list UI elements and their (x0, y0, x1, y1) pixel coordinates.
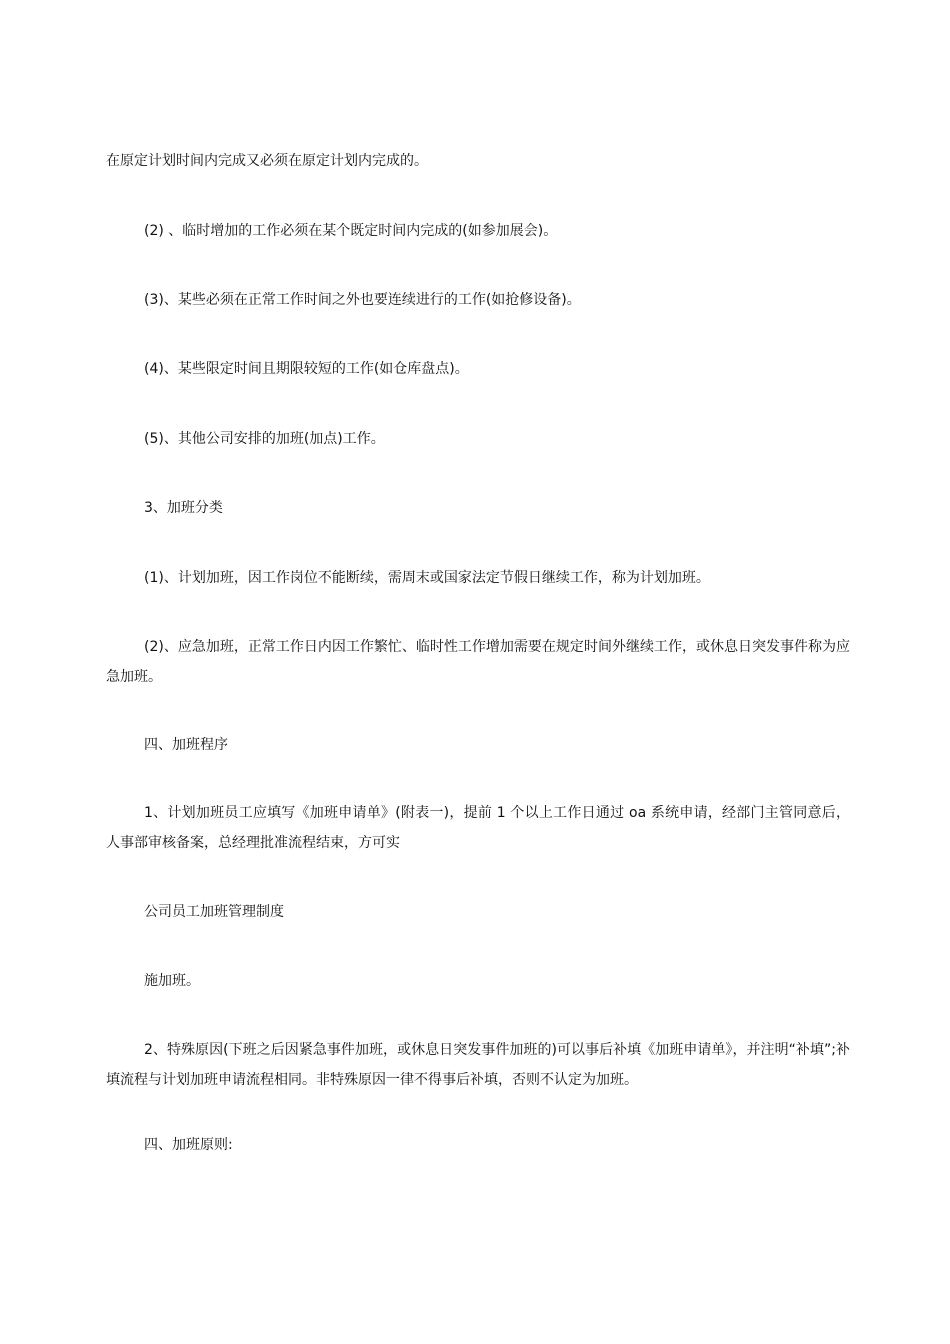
section-heading-overtime-procedure: 四、加班程序 (144, 737, 228, 753)
paragraph-item-4: (4)、某些限定时间且期限较短的工作(如仓库盘点)。 (144, 361, 469, 377)
paragraph-continued: 在原定计划时间内完成又必须在原定计划内完成的。 (106, 153, 428, 169)
paragraph-procedure-1: 1、计划加班员工应填写《加班申请单》(附表一)，提前 1 个以上工作日通过 oa 系统申请，经部门主管同意后，人事部审核备案，总经理批准流程结束，方可实 (106, 805, 850, 851)
paragraph-item-5: (5)、其他公司安排的加班(加点)工作。 (144, 431, 385, 447)
paragraph-emergency-overtime: (2)、应急加班，正常工作日内因工作繁忙、临时性工作增加需要在规定时间外继续工作，或休息日突发事件称为应急加班。 (106, 639, 850, 685)
section-heading-overtime-principles: 四、加班原则: (144, 1137, 233, 1153)
paragraph-planned-overtime: (1)、计划加班，因工作岗位不能断续，需周末或国家法定节假日继续工作，称为计划加班。 (144, 570, 710, 586)
paragraph-item-2: (2) 、临时增加的工作必须在某个既定时间内完成的(如参加展会)。 (144, 223, 558, 239)
document-title-footer: 公司员工加班管理制度 (144, 904, 284, 920)
paragraph-item-3: (3)、某些必须在正常工作时间之外也要连续进行的工作(如抢修设备)。 (144, 292, 581, 308)
paragraph-procedure-2: 2、特殊原因(下班之后因紧急事件加班，或休息日突发事件加班的)可以事后补填《加班申请单》，并注明“补填”;补填流程与计划加班申请流程相同。非特殊原因一律不得事后补填，否则不认定为加班。 (106, 1042, 850, 1088)
paragraph-procedure-1-end: 施加班。 (144, 973, 200, 989)
section-heading-overtime-types: 3、加班分类 (144, 500, 223, 516)
